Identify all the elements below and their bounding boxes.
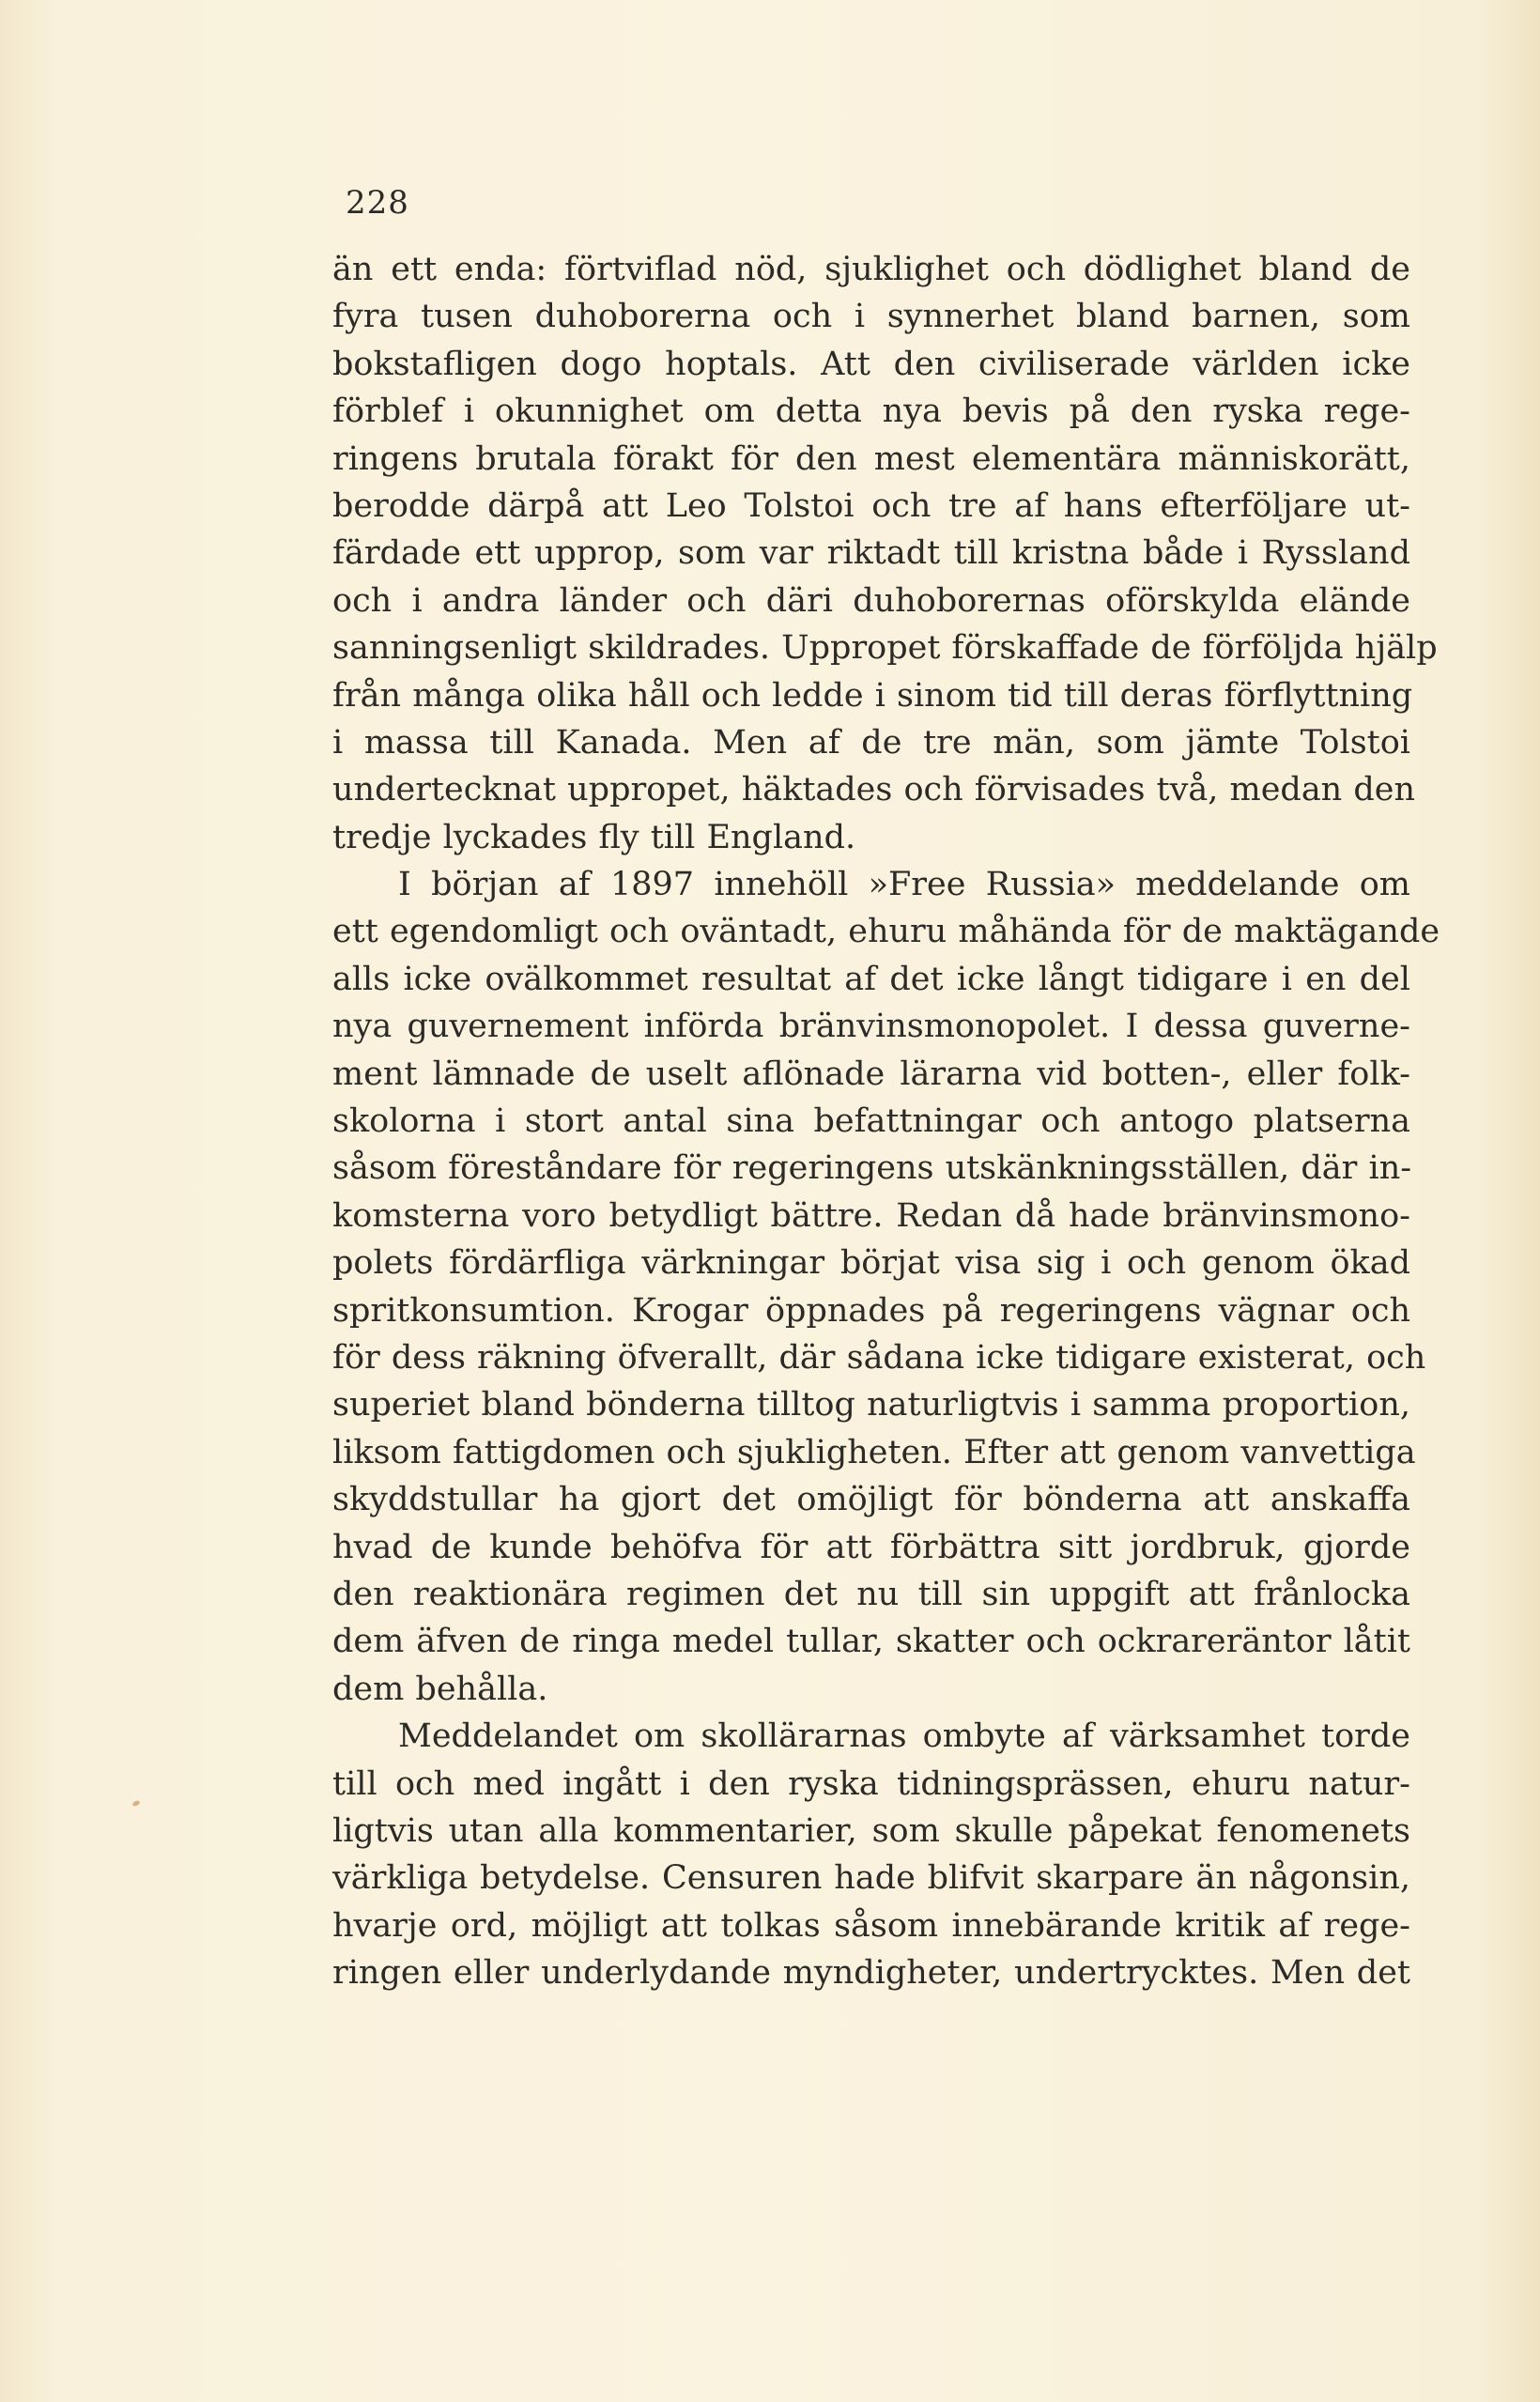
text-line: till och med ingått i den ryska tidningsprässen, ehuru natur- <box>332 1764 1410 1803</box>
text-line: komsterna voro betydligt bättre. Redan då hade bränvinsmono- <box>332 1196 1410 1235</box>
text-line: förblef i okunnighet om detta nya bevis på den ryska rege- <box>332 393 1410 431</box>
text-line: den reaktionära regimen det nu till sin uppgift att frånlocka <box>332 1575 1410 1613</box>
text-line: ett egendomligt och oväntadt, ehuru måhända för de maktägande <box>332 913 1440 951</box>
text-line: ment lämnade de uselt aflönade lärarna vid botten-, eller folk- <box>332 1055 1410 1093</box>
text-line: bokstafligen dogo hoptals. Att den civiliserade världen icke <box>332 345 1410 383</box>
page-number: 228 <box>346 184 409 222</box>
text-line: och i andra länder och däri duhoborernas oförskylda elände <box>332 581 1410 620</box>
text-line: färdade ett upprop, som var riktadt till kristna både i Ryssland <box>332 534 1410 573</box>
text-line: berodde därpå att Leo Tolstoi och tre af hans efterföljare ut- <box>332 486 1410 525</box>
text-line: alls icke ovälkommet resultat af det icke långt tidigare i en del <box>332 960 1410 998</box>
paragraph-start-line: Meddelandet om skollärarnas ombyte af värksamhet torde <box>398 1717 1410 1756</box>
text-line: från många olika håll och ledde i sinom tid till deras förflyttning <box>332 676 1413 715</box>
text-line: än ett enda: förtviflad nöd, sjuklighet och dödlighet bland de <box>332 251 1410 288</box>
paragraph-start-line: I början af 1897 innehöll »Free Russia» meddelande om <box>398 866 1410 904</box>
text-line: nya guvernement införda bränvinsmonopolet. I dessa guverne- <box>332 1008 1410 1046</box>
text-line: såsom föreståndare för regeringens utskänkningsställen, där in- <box>332 1149 1412 1188</box>
text-line: dem äfven de ringa medel tullar, skatter och ockrareräntor låtit <box>332 1623 1410 1661</box>
text-line: för dess räkning öfverallt, där sådana icke tidigare existerat, och <box>332 1338 1426 1377</box>
text-line: tredje lyckades fly till England. <box>332 818 856 856</box>
text-line: ligtvis utan alla kommentarier, som skulle påpekat fenomenets <box>332 1811 1410 1850</box>
text-line: hvad de kunde behöfva för att förbättra sitt jordbruk, gjorde <box>332 1528 1410 1566</box>
text-line: spritkonsumtion. Krogar öppnades på regeringens vägnar och <box>332 1291 1410 1330</box>
text-line: värkliga betydelse. Censuren hade blifvit skarpare än någonsin, <box>332 1859 1410 1898</box>
text-line: i massa till Kanada. Men af de tre män, som jämte Tolstoi <box>332 723 1410 762</box>
text-line: ringens brutala förakt för den mest elementära människorätt, <box>332 439 1410 478</box>
text-line: sanningsenligt skildrades. Uppropet förskaffade de förföljda hjälp <box>332 629 1438 668</box>
body-text <box>332 246 1440 1996</box>
text-line: ringen eller underlydande myndigheter, undertrycktes. Men det <box>332 1954 1410 1993</box>
text-line: undertecknat uppropet, häktades och förvisades två, medan den <box>332 771 1416 809</box>
text-line: dem behålla. <box>332 1670 548 1708</box>
text-line: polets fördärfliga värkningar börjat visa sig i och genom ökad <box>332 1244 1410 1283</box>
text-line: liksom fattigdomen och sjukligheten. Efter att genom vanvettiga <box>332 1433 1416 1471</box>
text-line: hvarje ord, möjligt att tolkas såsom innebärande kritik af rege- <box>332 1906 1410 1945</box>
text-line: skyddstullar ha gjort det omöjligt för bönderna att anskaffa <box>332 1481 1410 1519</box>
text-line: skolorna i stort antal sina befattningar och antogo platserna <box>332 1102 1410 1141</box>
text-line: superiet bland bönderna tilltog naturligtvis i samma proportion, <box>332 1386 1410 1424</box>
text-line: fyra tusen duhoborerna och i synnerhet bland barnen, som <box>332 298 1410 336</box>
paper-speck <box>131 1800 140 1808</box>
